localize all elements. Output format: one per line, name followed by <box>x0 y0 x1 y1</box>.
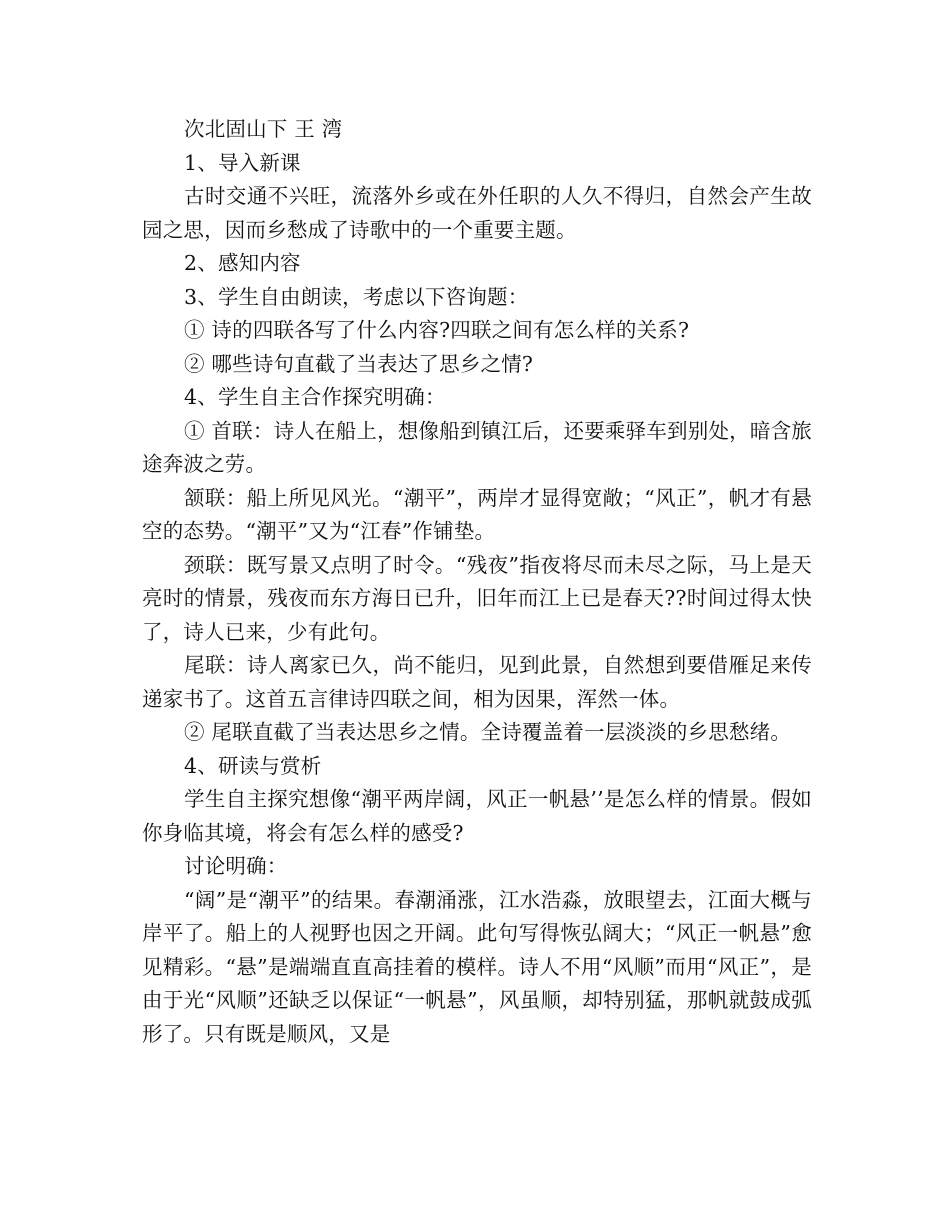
section-heading: 3、学生自由朗读，考虑以下咨询题： <box>184 284 529 309</box>
document-body <box>142 113 812 1051</box>
section-heading: 4、研读与赏析 <box>184 753 322 778</box>
paragraph: “阔”是“潮平”的结果。春潮涌涨，江水浩淼，放眼望去，江面大概与岸平了。船上的人视野也因之开阔。此句写得恢弘阔大；“风正一帆悬”愈见精彩。“悬”是端端直直高挂着的模样。诗人不用“风顺”而用“风正”，是由于光“风顺”还缺乏以保证“一帆悬”，风虽顺，却特别猛，那帆就鼓成弧形了。只有既是顺风，又是 <box>142 887 812 1046</box>
answer-item: ① 首联：诗人在船上，想像船到镇江后，还要乘驿车到别处，暗含旅途奔波之劳。 <box>142 418 812 476</box>
section-heading: 2、感知内容 <box>184 251 301 275</box>
paragraph: 讨论明确： <box>184 854 288 878</box>
section-heading: 1、导入新课 <box>184 150 301 175</box>
paragraph: 颔联：船上所见风光。“潮平”，两岸才显得宽敞；“风正”，帆才有悬空的态势。“潮平”又为“江春”作铺垫。 <box>142 485 812 543</box>
question-item: ② 哪些诗句直截了当表达了思乡之情? <box>184 351 534 376</box>
paragraph: 尾联：诗人离家已久，尚不能归，见到此景，自然想到要借雁足来传递家书了。这首五言律诗四联之间，相为因果，浑然一体。 <box>142 653 812 711</box>
paragraph: 古时交通不兴旺，流落外乡或在外任职的人久不得归，自然会产生故园之思，因而乡愁成了诗歌中的一个重要主题。 <box>142 184 812 242</box>
document-title: 次北固山下 王 湾 <box>184 117 343 141</box>
section-heading: 4、学生自主合作探究明确： <box>184 385 446 409</box>
question-item: ① 诗的四联各写了什么内容?四联之间有怎么样的关系? <box>184 318 690 342</box>
answer-item: ② 尾联直截了当表达思乡之情。全诗覆盖着一层淡淡的乡思愁绪。 <box>184 720 792 744</box>
paragraph: 学生自主探究想像“潮平两岸阔，风正一帆悬’’是怎么样的情景。假如你身临其境，将会有怎么样的感受? <box>142 787 812 845</box>
paragraph: 颈联：既写景又点明了时令。“残夜”指夜将尽而未尽之际，马上是天亮时的情景，残夜而东方海日已升，旧年而江上已是春天??时间过得太快了，诗人已来，少有此句。 <box>142 552 812 644</box>
